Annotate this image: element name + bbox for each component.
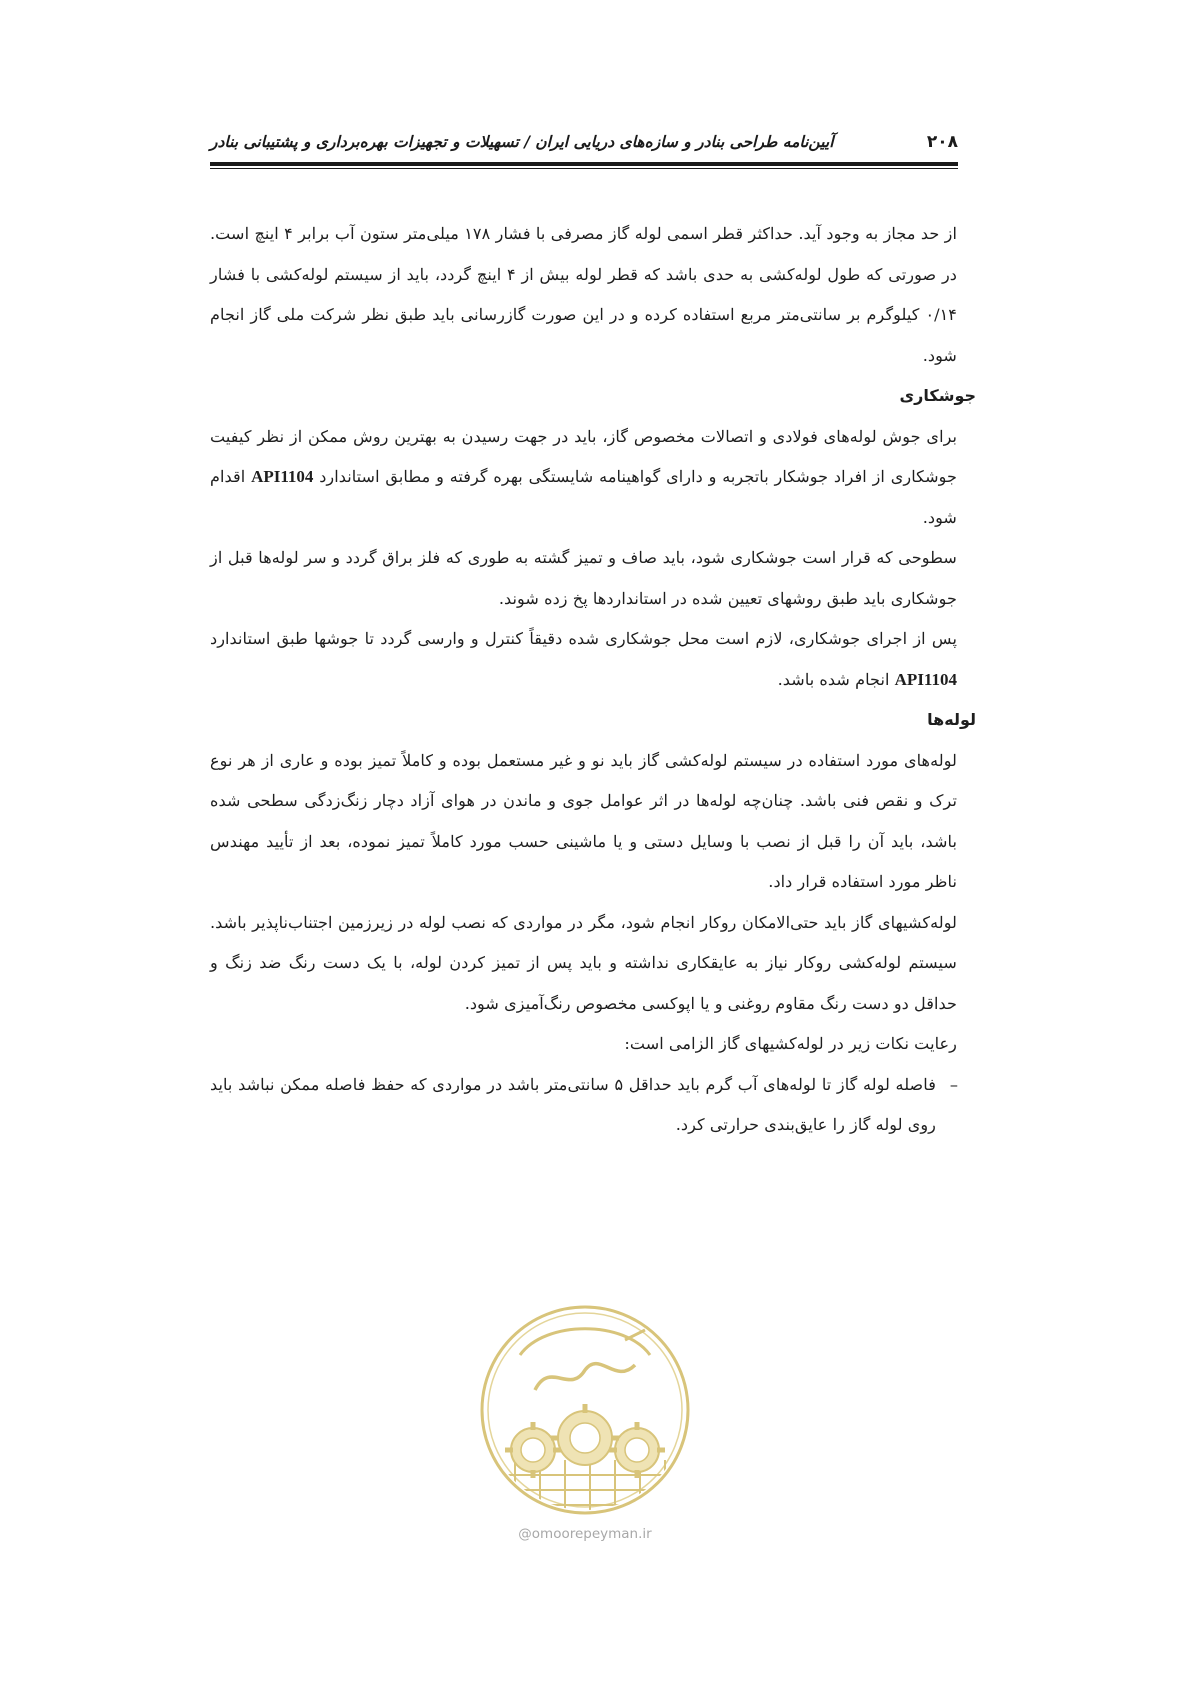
dash-bullet: – (949, 1074, 958, 1094)
welding-p1-text: برای جوش لوله‌های فولادی و اتصالات مخصوص گاز، باید در جهت رسیدن به بهترین روش ممکن از نظر کیفیت جوشکاری از افراد جوشکار باتجربه و دارای گواهینامه شایستگی بهره گرفته و مطابق استاندارد (210, 426, 957, 486)
welding-paragraph-1 (210, 417, 958, 539)
header-rule-thick (210, 162, 958, 166)
standard-code: API1104 (251, 467, 314, 486)
page-number: ۲۰۸ (926, 132, 958, 152)
running-title: آیین‌نامه طراحی بنادر و سازه‌های دریایی ایران / تسهیلات و تجهیزات بهره‌برداری و پشتیبانی بنادر (210, 132, 834, 151)
welding-p1-end: اقدام شود. (210, 467, 957, 527)
intro-paragraph: از حد مجاز به وجود آید. حداکثر قطر اسمی لوله گاز مصرفی با فشار ۱۷۸ میلی‌متر ستون آب برابر ۴ اینچ است. در صورتی که طول لوله‌کشی به حدی باشد که قطر لوله بیش از ۴ اینچ گردد، باید از سیستم لوله‌کشی با فشار ۰/۱۴ کیلوگرم بر سانتی‌متر مربع استفاده کرده و در این صورت گازرسانی باید طبق نظر شرکت ملی گاز انجام شود. (210, 224, 957, 365)
body-text (210, 214, 976, 1146)
header-rule-thin (210, 168, 958, 169)
logo-emblem-icon (475, 1300, 695, 1520)
pipes-paragraph-1: لوله‌های مورد استفاده در سیستم لوله‌کشی گاز باید نو و غیر مستعمل بوده و کاملاً تمیز بوده و عاری از هر نوع ترک و نقص فنی باشد. چنان‌چه لوله‌ها در اثر عوامل جوی و ماندن در هوای آزاد دچار زنگ‌زدگی سطحی شده باشد، باید آن را قبل از نصب با وسایل دستی و یا ماشینی حسب مورد کاملاً تمیز نموده، بعد از تأیید مهندس ناظر مورد استفاده قرار داد. (210, 750, 957, 891)
welding-p3-text: پس از اجرای جوشکاری، لازم است محل جوشکاری شده دقیقاً کنترل و وارسی گردد تا جوشها طبق استاندارد (210, 629, 957, 648)
pipes-paragraph-3: رعایت نکات زیر در لوله‌کشیهای گاز الزامی است: (624, 1034, 957, 1053)
section-heading-welding: جوشکاری (899, 386, 976, 405)
list-item (210, 1065, 958, 1146)
welding-paragraph-3 (210, 619, 958, 700)
welding-paragraph-2: سطوحی که قرار است جوشکاری شود، باید صاف و تمیز گشته به طوری که فلز براق گردد و سر لوله‌ها قبل از جوشکاری باید طبق روشهای تعیین شده در استانداردها پخ زده شوند. (210, 548, 957, 608)
welding-p3-end: انجام شده باشد. (777, 669, 895, 689)
section-heading-pipes: لوله‌ها (927, 710, 976, 729)
list-item-text: فاصله لوله گاز تا لوله‌های آب گرم باید حداقل ۵ سانتی‌متر باشد در مواردی که حفظ فاصله ممکن نباشد باید روی لوله گاز را عایق‌بندی حرارتی کرد. (210, 1074, 936, 1134)
standard-code: API1104 (894, 669, 957, 689)
watermark-logo (475, 1300, 695, 1520)
pipes-paragraph-2: لوله‌کشیهای گاز باید حتی‌الامکان روکار انجام شود، مگر در مواردی که نصب لوله در زیرزمین اجتناب‌ناپذیر باشد. سیستم لوله‌کشی روکار نیاز به عایقکاری نداشته و باید پس از تمیز کردن لوله، با یک دست رنگ ضد زنگ و حداقل دو دست رنگ مقاوم روغنی و یا اپوکسی مخصوص رنگ‌آمیزی شود. (210, 912, 957, 1013)
watermark-url: @omoorepeyman.ir (518, 1526, 652, 1542)
